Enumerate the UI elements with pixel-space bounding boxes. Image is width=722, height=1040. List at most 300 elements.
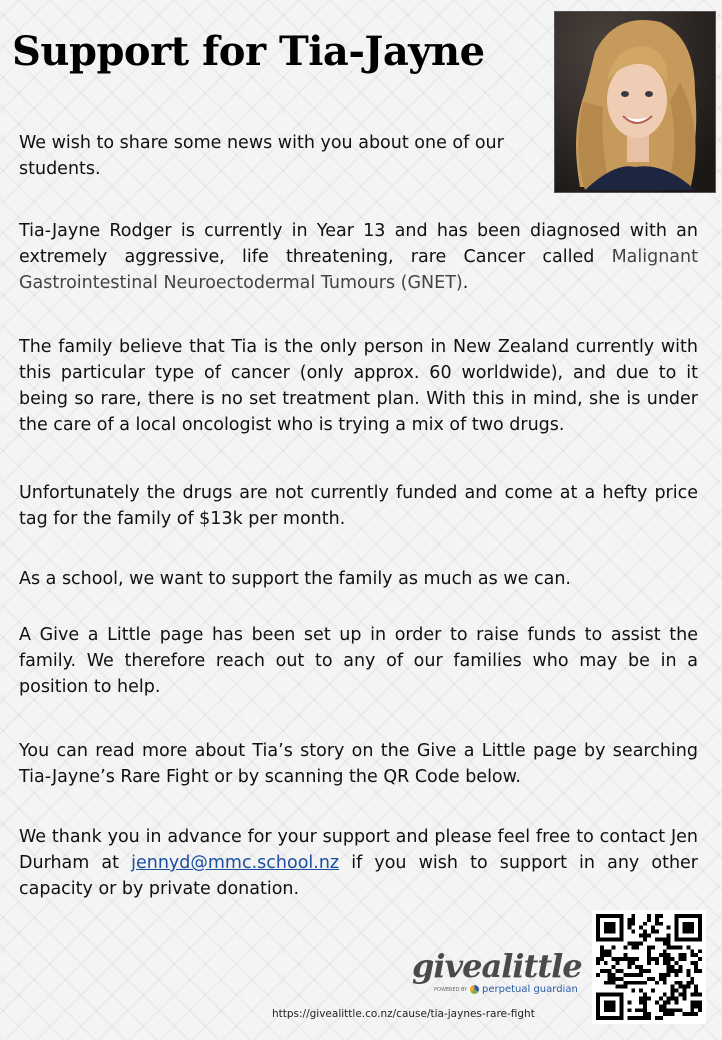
qr-module xyxy=(694,914,698,918)
qr-module xyxy=(600,993,604,997)
qr-module xyxy=(623,945,627,949)
qr-module xyxy=(600,945,604,949)
qr-module xyxy=(690,1012,694,1016)
intro-paragraph: We wish to share some news with you about one of our students. xyxy=(19,133,504,179)
qr-module xyxy=(682,985,686,989)
qr-module xyxy=(620,930,624,934)
qr-module xyxy=(651,957,655,961)
qr-module xyxy=(635,945,639,949)
qr-module xyxy=(596,973,600,977)
qr-module xyxy=(651,989,655,993)
qr-module xyxy=(631,973,635,977)
qr-module xyxy=(612,914,616,918)
qr-module xyxy=(604,926,608,930)
qr-module xyxy=(604,914,608,918)
qr-module xyxy=(690,953,694,957)
qr-module xyxy=(647,945,651,949)
qr-module xyxy=(600,953,604,957)
qr-module xyxy=(596,961,600,965)
qr-module xyxy=(671,945,675,949)
qr-module xyxy=(623,985,627,989)
qr-module xyxy=(659,1004,663,1008)
qr-module xyxy=(675,973,679,977)
qr-module xyxy=(678,914,682,918)
qr-module xyxy=(655,930,659,934)
qr-module xyxy=(596,1016,600,1020)
qr-module xyxy=(616,1016,620,1020)
qr-module xyxy=(663,981,667,985)
qr-module xyxy=(604,1008,608,1012)
contact-end: if you wish to support in any other capacity or by private donation. xyxy=(19,853,698,899)
qr-module xyxy=(596,996,600,1000)
qr-module xyxy=(608,969,612,973)
qr-module xyxy=(643,1000,647,1004)
qr-module xyxy=(667,961,671,965)
qr-module xyxy=(694,985,698,989)
qr-module xyxy=(698,957,702,961)
qr-module xyxy=(608,977,612,981)
qr-module xyxy=(690,914,694,918)
qr-module xyxy=(667,996,671,1000)
qr-module xyxy=(671,989,675,993)
qr-code[interactable] xyxy=(592,910,706,1024)
qr-module xyxy=(675,989,679,993)
qr-module xyxy=(604,1004,608,1008)
qr-module xyxy=(686,922,690,926)
qr-module xyxy=(627,926,631,930)
qr-module xyxy=(623,957,627,961)
qr-module xyxy=(698,918,702,922)
qr-module xyxy=(667,934,671,938)
qr-module xyxy=(678,993,682,997)
qr-module xyxy=(639,1016,643,1020)
qr-module xyxy=(596,930,600,934)
qr-module xyxy=(667,953,671,957)
qr-module xyxy=(647,969,651,973)
qr-module xyxy=(612,930,616,934)
qr-module xyxy=(620,1000,624,1004)
qr-module xyxy=(690,926,694,930)
qr-module xyxy=(667,1012,671,1016)
qr-module xyxy=(604,922,608,926)
qr-module xyxy=(616,969,620,973)
qr-module xyxy=(620,969,624,973)
qr-module xyxy=(694,965,698,969)
qr-module xyxy=(678,965,682,969)
qr-module xyxy=(627,1008,631,1012)
qr-module xyxy=(639,989,643,993)
qr-module xyxy=(612,957,616,961)
qr-module xyxy=(659,1008,663,1012)
qr-module xyxy=(639,965,643,969)
qr-module xyxy=(678,969,682,973)
qr-module xyxy=(651,930,655,934)
qr-module xyxy=(647,996,651,1000)
qr-module xyxy=(659,953,663,957)
qr-module xyxy=(686,973,690,977)
qr-module xyxy=(596,1004,600,1008)
qr-module xyxy=(655,981,659,985)
qr-module xyxy=(655,918,659,922)
qr-module xyxy=(663,973,667,977)
qr-module xyxy=(675,934,679,938)
qr-module xyxy=(639,1000,643,1004)
qr-module xyxy=(655,914,659,918)
qr-module xyxy=(698,1008,702,1012)
qr-module xyxy=(608,981,612,985)
qr-module xyxy=(616,914,620,918)
qr-module xyxy=(631,981,635,985)
qr-module xyxy=(682,989,686,993)
qr-module xyxy=(643,1004,647,1008)
qr-module xyxy=(659,914,663,918)
qr-module xyxy=(612,977,616,981)
qr-module xyxy=(647,961,651,965)
qr-module xyxy=(612,1004,616,1008)
qr-module xyxy=(635,981,639,985)
qr-module xyxy=(690,1000,694,1004)
qr-module xyxy=(631,914,635,918)
qr-module xyxy=(631,989,635,993)
qr-module xyxy=(675,996,679,1000)
logo-wordmark: givealittle xyxy=(412,947,582,985)
qr-module xyxy=(600,969,604,973)
qr-module xyxy=(620,934,624,938)
qr-module xyxy=(694,993,698,997)
qr-module xyxy=(623,981,627,985)
qr-module xyxy=(686,926,690,930)
qr-module xyxy=(675,969,679,973)
qr-module xyxy=(690,993,694,997)
qr-module xyxy=(663,938,667,942)
qr-module xyxy=(620,993,624,997)
qr-module xyxy=(631,918,635,922)
qr-module xyxy=(635,941,639,945)
qr-module xyxy=(631,941,635,945)
qr-module xyxy=(655,938,659,942)
qr-module xyxy=(675,945,679,949)
qr-module xyxy=(620,996,624,1000)
qr-module xyxy=(631,930,635,934)
qr-module xyxy=(608,926,612,930)
qr-module xyxy=(690,1004,694,1008)
qr-module xyxy=(604,969,608,973)
qr-module xyxy=(627,981,631,985)
qr-module xyxy=(667,973,671,977)
qr-module xyxy=(694,1000,698,1004)
diagnosis-end: . xyxy=(462,273,469,293)
qr-module xyxy=(612,938,616,942)
qr-module xyxy=(651,945,655,949)
qr-module xyxy=(663,949,667,953)
support-paragraph: As a school, we want to support the family as much as we can. xyxy=(19,569,571,589)
qr-module xyxy=(690,938,694,942)
qr-module xyxy=(659,996,663,1000)
qr-module xyxy=(616,961,620,965)
qr-module xyxy=(608,1004,612,1008)
qr-module xyxy=(608,1008,612,1012)
qr-module xyxy=(627,957,631,961)
qr-module xyxy=(643,1012,647,1016)
qr-module xyxy=(667,1008,671,1012)
qr-module xyxy=(604,949,608,953)
qr-module xyxy=(616,977,620,981)
contact-paragraph xyxy=(19,824,698,902)
treatment-paragraph: The family believe that Tia is the only person in New Zealand currently with this particular type of cancer (only approx. 60 worldwide), and due to it being so rare, there is no set treatment plan. With this in mind, she is under the care of a local oncologist who is trying a mix of two drugs. xyxy=(19,337,698,435)
qr-module xyxy=(612,965,616,969)
qr-module xyxy=(604,961,608,965)
qr-module xyxy=(690,1008,694,1012)
qr-module xyxy=(600,949,604,953)
qr-module xyxy=(698,934,702,938)
qr-module xyxy=(675,922,679,926)
qr-module xyxy=(698,938,702,942)
qr-module xyxy=(655,961,659,965)
qr-module xyxy=(596,926,600,930)
qr-module xyxy=(686,938,690,942)
qr-module xyxy=(604,981,608,985)
email-link[interactable]: jennyd@mmc.school.nz xyxy=(131,853,340,873)
qr-module xyxy=(643,1008,647,1012)
qr-module xyxy=(600,1016,604,1020)
qr-module xyxy=(663,1004,667,1008)
qr-module xyxy=(631,945,635,949)
qr-module xyxy=(620,914,624,918)
qr-module xyxy=(639,996,643,1000)
qr-module xyxy=(647,914,651,918)
qr-module xyxy=(620,918,624,922)
qr-module xyxy=(604,930,608,934)
qr-module xyxy=(643,938,647,942)
qr-module xyxy=(596,993,600,997)
qr-module xyxy=(608,1000,612,1004)
qr-module xyxy=(694,961,698,965)
qr-module xyxy=(608,930,612,934)
qr-module xyxy=(682,914,686,918)
cause-url: https://givealittle.co.nz/cause/tia-jaynes-rare-fight xyxy=(272,1008,535,1020)
qr-module xyxy=(667,957,671,961)
qr-module xyxy=(686,1012,690,1016)
qr-module xyxy=(694,953,698,957)
qr-module xyxy=(604,1016,608,1020)
qr-module xyxy=(620,1012,624,1016)
qr-module xyxy=(620,957,624,961)
qr-module xyxy=(600,914,604,918)
qr-module xyxy=(698,1000,702,1004)
qr-module xyxy=(608,1016,612,1020)
qr-module xyxy=(608,949,612,953)
qr-module xyxy=(639,926,643,930)
qr-module xyxy=(623,973,627,977)
qr-module xyxy=(655,922,659,926)
qr-module xyxy=(620,985,624,989)
logo-brand: perpetual guardian xyxy=(482,984,578,995)
cost-paragraph: Unfortunately the drugs are not currently funded and come at a hefty price tag for the family of $13k per month. xyxy=(19,483,698,529)
qr-module xyxy=(686,930,690,934)
qr-module xyxy=(655,957,659,961)
qr-module xyxy=(682,996,686,1000)
qr-module xyxy=(627,922,631,926)
qr-module xyxy=(616,993,620,997)
contact-text: We thank you in advance for your support and please feel free to contact Jen Durham at xyxy=(19,827,698,873)
qr-module xyxy=(659,938,663,942)
qr-module xyxy=(651,926,655,930)
qr-module xyxy=(647,953,651,957)
qr-module xyxy=(596,922,600,926)
qr-module xyxy=(608,993,612,997)
qr-module xyxy=(596,938,600,942)
qr-module xyxy=(667,945,671,949)
qr-module xyxy=(690,930,694,934)
qr-module xyxy=(671,996,675,1000)
qr-module xyxy=(671,1008,675,1012)
qr-module xyxy=(678,1008,682,1012)
qr-module xyxy=(671,969,675,973)
qr-module xyxy=(678,985,682,989)
qr-module xyxy=(663,1000,667,1004)
logo-powered-by: POWERED BY xyxy=(434,986,468,993)
page-title: Support for Tia-Jayne xyxy=(12,28,485,75)
qr-module xyxy=(686,969,690,973)
qr-module xyxy=(604,953,608,957)
qr-module xyxy=(682,1012,686,1016)
qr-module xyxy=(612,926,616,930)
qr-module xyxy=(639,1008,643,1012)
qr-module xyxy=(631,957,635,961)
qr-module xyxy=(647,957,651,961)
qr-module xyxy=(675,1008,679,1012)
qr-module xyxy=(659,1016,663,1020)
qr-module xyxy=(663,953,667,957)
qr-module xyxy=(671,993,675,997)
qr-module xyxy=(627,961,631,965)
qr-module xyxy=(694,1012,698,1016)
qr-module xyxy=(643,930,647,934)
qr-module xyxy=(608,953,612,957)
qr-module xyxy=(635,965,639,969)
qr-module xyxy=(698,926,702,930)
qr-module xyxy=(647,1016,651,1020)
qr-module xyxy=(682,922,686,926)
qr-module xyxy=(675,918,679,922)
qr-module xyxy=(663,957,667,961)
diagnosis-text: Tia-Jayne Rodger is currently in Year 13 and has been diagnosed with an extremely aggressive, life threatening, rare Cancer called xyxy=(19,221,698,267)
qr-module xyxy=(663,1008,667,1012)
qr-module xyxy=(663,993,667,997)
qr-module xyxy=(678,981,682,985)
qr-module xyxy=(682,938,686,942)
qr-module xyxy=(698,969,702,973)
qr-module xyxy=(675,1000,679,1004)
qr-module xyxy=(604,938,608,942)
qr-module xyxy=(600,938,604,942)
qr-module xyxy=(663,961,667,965)
qr-module xyxy=(667,938,671,942)
qr-module xyxy=(647,934,651,938)
qr-module xyxy=(612,1000,616,1004)
qr-module xyxy=(620,1016,624,1020)
qr-module xyxy=(678,957,682,961)
qr-module xyxy=(627,965,631,969)
qr-module xyxy=(643,969,647,973)
qr-module xyxy=(675,926,679,930)
qr-module xyxy=(620,926,624,930)
qr-module xyxy=(686,985,690,989)
qr-module xyxy=(690,922,694,926)
qr-module xyxy=(639,969,643,973)
qr-module xyxy=(659,973,663,977)
qr-module xyxy=(682,926,686,930)
qr-module xyxy=(612,945,616,949)
qr-module xyxy=(627,1000,631,1004)
qr-module xyxy=(659,977,663,981)
givealittle-logo xyxy=(412,947,584,1000)
qr-module xyxy=(698,1004,702,1008)
qr-module xyxy=(655,1016,659,1020)
qr-module xyxy=(663,1012,667,1016)
qr-module xyxy=(682,957,686,961)
qr-module xyxy=(620,977,624,981)
qr-module xyxy=(698,914,702,918)
qr-module xyxy=(627,918,631,922)
qr-module xyxy=(608,973,612,977)
qr-module xyxy=(612,1016,616,1020)
qr-module xyxy=(651,977,655,981)
qr-module xyxy=(631,922,635,926)
qr-module xyxy=(694,938,698,942)
qr-module xyxy=(612,1008,616,1012)
diagnosis-name: Malignant Gastrointestinal Neuroectodermal Tumours (GNET) xyxy=(19,247,698,293)
qr-module xyxy=(600,957,604,961)
qr-module xyxy=(620,938,624,942)
qr-module xyxy=(671,957,675,961)
qr-module xyxy=(612,922,616,926)
qr-module xyxy=(623,953,627,957)
qr-module xyxy=(663,941,667,945)
qr-module xyxy=(690,977,694,981)
qr-module xyxy=(675,914,679,918)
qr-module xyxy=(596,918,600,922)
qr-module xyxy=(647,977,651,981)
qr-module xyxy=(639,981,643,985)
qr-module xyxy=(655,1000,659,1004)
qr-module xyxy=(686,981,690,985)
qr-module xyxy=(635,957,639,961)
qr-module xyxy=(604,1000,608,1004)
qr-module xyxy=(698,993,702,997)
qr-module xyxy=(667,1000,671,1004)
qr-module xyxy=(639,973,643,977)
qr-module xyxy=(694,1004,698,1008)
diagnosis-paragraph xyxy=(19,218,698,296)
qr-module xyxy=(694,969,698,973)
qr-module xyxy=(647,918,651,922)
qr-module xyxy=(616,957,620,961)
qr-module xyxy=(671,965,675,969)
qr-module xyxy=(686,914,690,918)
qr-module xyxy=(667,941,671,945)
qr-module xyxy=(686,945,690,949)
qr-module xyxy=(675,930,679,934)
qr-module xyxy=(635,1016,639,1020)
qr-module xyxy=(643,993,647,997)
qr-module xyxy=(596,957,600,961)
qr-module xyxy=(612,993,616,997)
givealittle-paragraph: A Give a Little page has been set up in order to raise funds to assist the family. We therefore reach out to any of our families who may be in a position to help. xyxy=(19,625,698,697)
qr-module xyxy=(698,922,702,926)
qr-module xyxy=(675,981,679,985)
qr-module xyxy=(667,969,671,973)
